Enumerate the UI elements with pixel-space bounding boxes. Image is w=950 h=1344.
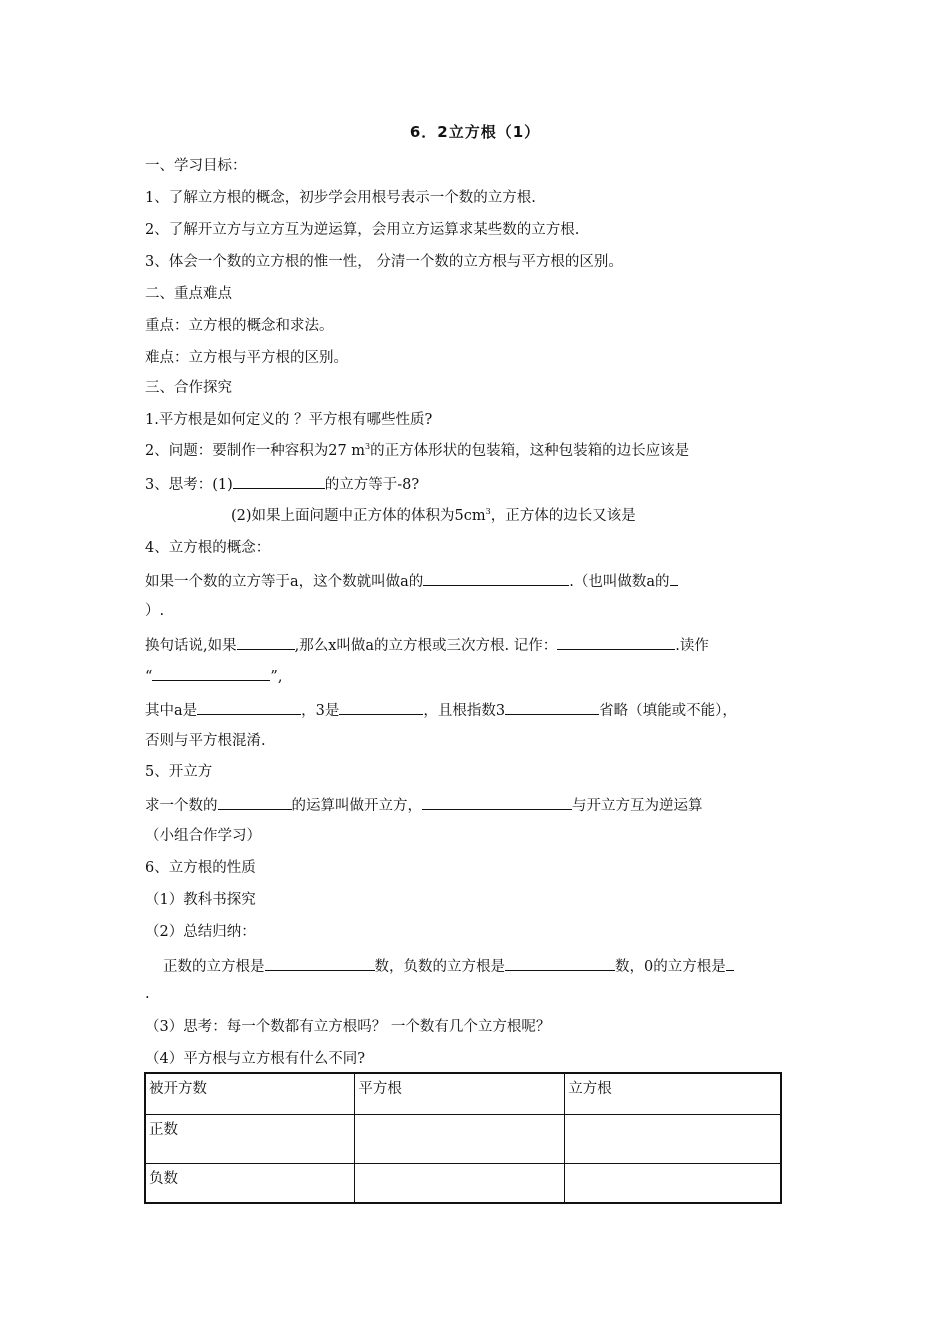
- concept-text: ,那么x叫做a的立方根或三次方根. 记作：: [294, 638, 558, 654]
- question-2-text-a: 2、问题：要制作一种容积为27 m: [145, 443, 366, 459]
- question-6-3: （3）思考：每一个数都有立方根吗？ 一个数有几个立方根呢？: [145, 1019, 551, 1035]
- question-6-4: （4）平方根与立方根有什么不同?: [145, 1051, 365, 1067]
- properties-line-end: .: [145, 986, 150, 1002]
- answer-blank[interactable]: [233, 473, 325, 489]
- concept-text: .（也叫做数a的: [569, 574, 670, 590]
- question-5-heading: 5、开立方: [145, 764, 213, 780]
- answer-blank[interactable]: [726, 955, 734, 971]
- concept-line-5: [145, 699, 737, 721]
- concept-text: “: [145, 669, 153, 685]
- question-3: [145, 473, 419, 495]
- concept-text: ，且根指数3: [423, 703, 506, 719]
- page-title: 6．2立方根（1）: [409, 123, 541, 141]
- section-1-heading: 一、学习目标：: [145, 158, 247, 174]
- concept-line-4: [145, 665, 282, 687]
- table-cell: 正数: [145, 1115, 355, 1164]
- answer-blank[interactable]: [557, 634, 675, 650]
- answer-blank[interactable]: [339, 699, 423, 715]
- objective-3: 3、体会一个数的立方根的惟一性， 分清一个数的立方根与平方根的区别。: [145, 254, 623, 270]
- concept-text: 其中a是: [145, 703, 198, 719]
- property-text: 数，0的立方根是: [615, 959, 726, 975]
- answer-blank[interactable]: [670, 570, 678, 586]
- question-3-2-text-a: (2)如果上面问题中正方体的体积为5cm: [231, 508, 486, 524]
- concept-line-6: 否则与平方根混淆.: [145, 733, 266, 749]
- q5-text: 求一个数的: [145, 798, 218, 814]
- question-2: [145, 441, 689, 461]
- section-2-heading: 二、重点难点: [145, 286, 232, 302]
- question-2-text-b: 的正方体形状的包装箱，这种包装箱的边长应该是: [370, 443, 690, 459]
- answer-blank[interactable]: [505, 699, 599, 715]
- table-cell[interactable]: [565, 1164, 781, 1204]
- concept-text: ”,: [270, 669, 283, 685]
- table-header-row: [145, 1073, 781, 1115]
- table-row: [145, 1164, 781, 1204]
- q5-text: 的运算叫做开立方，: [291, 798, 422, 814]
- answer-blank[interactable]: [423, 570, 569, 586]
- cube-superscript: 3: [365, 442, 371, 451]
- property-text: 数，负数的立方根是: [374, 959, 505, 975]
- difficult-point: 难点：立方根与平方根的区别。: [145, 350, 348, 366]
- answer-blank[interactable]: [152, 665, 270, 681]
- table-cell[interactable]: [565, 1115, 781, 1164]
- question-6-heading: 6、立方根的性质: [145, 860, 256, 876]
- answer-blank[interactable]: [197, 699, 301, 715]
- answer-blank[interactable]: [505, 955, 615, 971]
- question-1: 1.平方根是如何定义的 ？平方根有哪些性质?: [145, 412, 433, 428]
- question-6-1: （1）教科书探究: [145, 892, 256, 908]
- q5-text: 与开立方互为逆运算: [572, 798, 703, 814]
- question-5-line: [145, 794, 703, 816]
- question-6-2: （2）总结归纳：: [145, 924, 256, 940]
- concept-text: 如果一个数的立方等于a，这个数就叫做a的: [145, 574, 424, 590]
- concept-text: 换句话说,如果: [145, 638, 237, 654]
- question-4-heading: 4、立方根的概念：: [145, 540, 271, 556]
- answer-blank[interactable]: [218, 794, 292, 810]
- answer-blank[interactable]: [422, 794, 572, 810]
- table-cell: 负数: [145, 1164, 355, 1204]
- table-cell[interactable]: [355, 1115, 565, 1164]
- properties-line: [163, 955, 734, 977]
- answer-blank[interactable]: [237, 634, 295, 650]
- section-3-heading: 三、合作探究: [145, 380, 232, 396]
- concept-line-2: ）.: [145, 603, 165, 619]
- answer-blank[interactable]: [265, 955, 375, 971]
- concept-text: 省略（填能或不能），: [599, 703, 737, 719]
- table-cell[interactable]: [355, 1164, 565, 1204]
- key-point: 重点：立方根的概念和求法。: [145, 318, 334, 334]
- objective-2: 2、了解开立方与立方互为逆运算，会用立方运算求某些数的立方根.: [145, 222, 580, 238]
- objective-1: 1、了解立方根的概念，初步学会用根号表示一个数的立方根.: [145, 190, 536, 206]
- table-header-cell: 被开方数: [145, 1073, 355, 1115]
- group-study-note: （小组合作学习）: [145, 828, 261, 844]
- concept-line-1: [145, 570, 678, 592]
- question-3-part-2: [231, 506, 636, 526]
- concept-text: ，3是: [301, 703, 340, 719]
- table-row: [145, 1115, 781, 1164]
- table-header-cell: 立方根: [565, 1073, 781, 1115]
- question-3-text-a: 3、思考：(1): [145, 477, 233, 493]
- cube-superscript: 3: [485, 507, 491, 516]
- concept-text: .读作: [675, 638, 709, 654]
- question-3-2-text-b: ，正方体的边长又该是: [490, 508, 636, 524]
- concept-line-3: [145, 634, 709, 656]
- property-text: 正数的立方根是: [163, 959, 265, 975]
- question-3-text-b: 的立方等于-8?: [324, 477, 420, 493]
- table-header-cell: 平方根: [355, 1073, 565, 1115]
- comparison-table: [144, 1072, 782, 1204]
